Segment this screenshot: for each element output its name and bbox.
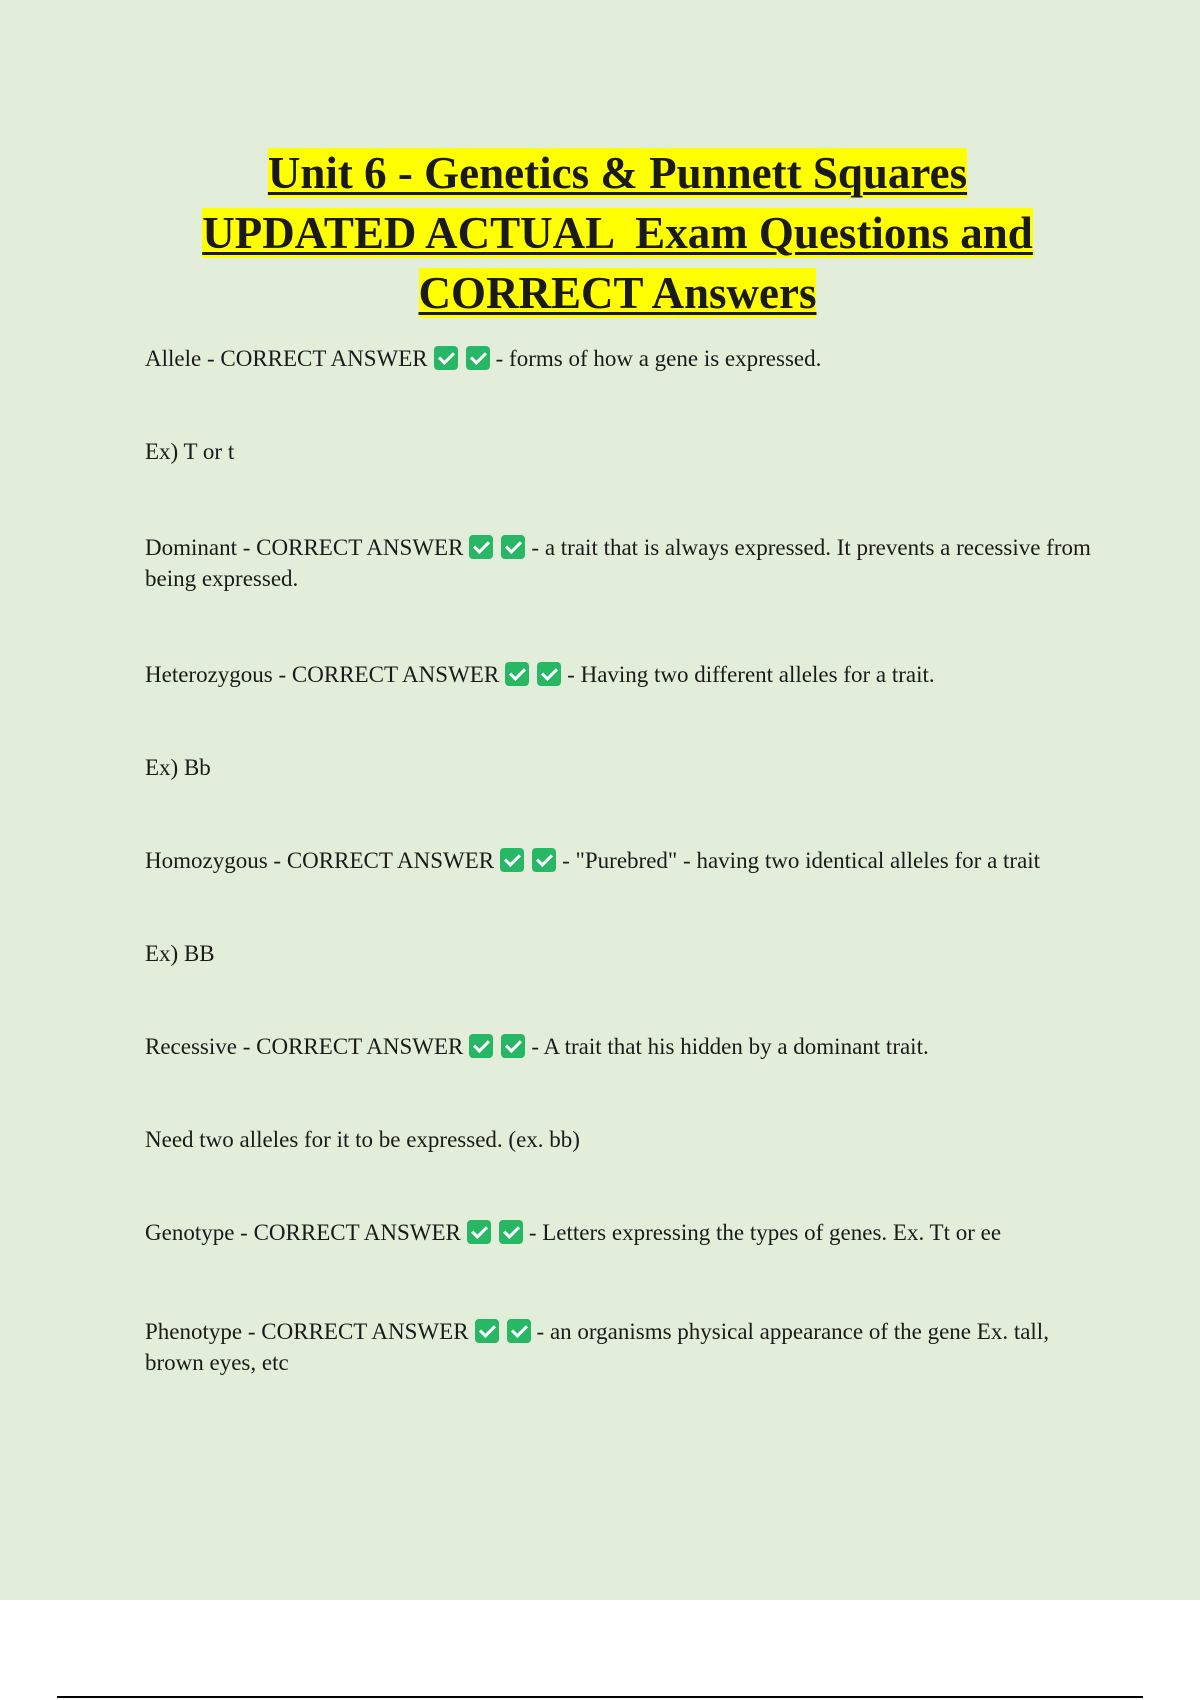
term: Dominant — [145, 535, 237, 560]
answer-text: - A trait that his hidden by a dominant trait. — [531, 1034, 929, 1059]
check-mark-icon — [467, 1220, 491, 1244]
answer-text: - Letters expressing the types of genes. Ex. Tt or ee — [528, 1220, 1002, 1245]
check-mark-icon — [532, 848, 556, 872]
term: Heterozygous — [145, 662, 273, 687]
example-text: Ex) BB — [145, 941, 215, 966]
check-mark-icon — [507, 1319, 531, 1343]
qa-entry-dominant: Dominant - CORRECT ANSWER - a trait that is always expressed. It prevents a recessive from being expressed. — [145, 535, 1091, 591]
term: Phenotype — [145, 1319, 243, 1344]
check-mark-icon — [475, 1319, 499, 1343]
qa-entry-heterozygous: Heterozygous - CORRECT ANSWER - Having two different alleles for a trait. — [145, 662, 935, 687]
term: Homozygous — [145, 848, 268, 873]
answer-marker: CORRECT ANSWER — [256, 535, 464, 560]
term: Genotype — [145, 1220, 235, 1245]
check-mark-icon — [501, 1034, 525, 1058]
check-mark-icon — [434, 346, 458, 370]
check-mark-icon — [469, 535, 493, 559]
document-title — [100, 143, 1135, 323]
answer-marker: CORRECT ANSWER — [286, 848, 495, 873]
answer-marker: CORRECT ANSWER — [253, 1220, 461, 1245]
answer-marker: CORRECT ANSWER — [220, 346, 428, 371]
answer-marker: CORRECT ANSWER — [291, 662, 500, 687]
answer-marker: CORRECT ANSWER — [256, 1034, 464, 1059]
term: Allele — [145, 346, 202, 371]
qa-list — [145, 343, 1095, 1378]
example-text: Need two alleles for it to be expressed. (ex. bb) — [145, 1127, 580, 1152]
check-mark-icon — [466, 346, 490, 370]
qa-entry-allele: Allele - CORRECT ANSWER - forms of how a gene is expressed. — [145, 346, 822, 371]
example-text: Ex) Bb — [145, 755, 211, 780]
title-line-1: Unit 6 - Genetics & Punnett Squares — [267, 148, 968, 198]
qa-entry-recessive: Recessive - CORRECT ANSWER - A trait that his hidden by a dominant trait. — [145, 1034, 929, 1059]
example-text: Ex) T or t — [145, 439, 235, 464]
check-mark-icon — [500, 848, 524, 872]
check-mark-icon — [499, 1220, 523, 1244]
answer-text: - forms of how a gene is expressed. — [495, 346, 822, 371]
answer-text: - Having two different alleles for a trait. — [567, 662, 935, 687]
check-mark-icon — [501, 535, 525, 559]
answer-text: - "Purebred" - having two identical alleles for a trait — [562, 848, 1041, 873]
answer-text: - an organisms physical appearance of the gene Ex. tall, brown eyes, etc — [145, 1319, 1049, 1375]
title-line-3: CORRECT Answers — [418, 268, 817, 318]
qa-entry-phenotype: Phenotype - CORRECT ANSWER - an organisms physical appearance of the gene Ex. tall, brown eyes, etc — [145, 1319, 1049, 1375]
answer-text: - a trait that is always expressed. It prevents a recessive from being expressed. — [145, 535, 1091, 591]
footer-divider — [57, 1696, 1143, 1698]
answer-marker: CORRECT ANSWER — [261, 1319, 469, 1344]
check-mark-icon — [505, 662, 529, 686]
check-mark-icon — [537, 662, 561, 686]
title-line-2: UPDATED ACTUAL Exam Questions and — [202, 208, 1033, 258]
term: Recessive — [145, 1034, 237, 1059]
qa-entry-genotype: Genotype - CORRECT ANSWER - Letters expressing the types of genes. Ex. Tt or ee — [145, 1220, 1002, 1245]
qa-entry-homozygous: Homozygous - CORRECT ANSWER - "Purebred" - having two identical alleles for a trait — [145, 848, 1041, 873]
check-mark-icon — [469, 1034, 493, 1058]
